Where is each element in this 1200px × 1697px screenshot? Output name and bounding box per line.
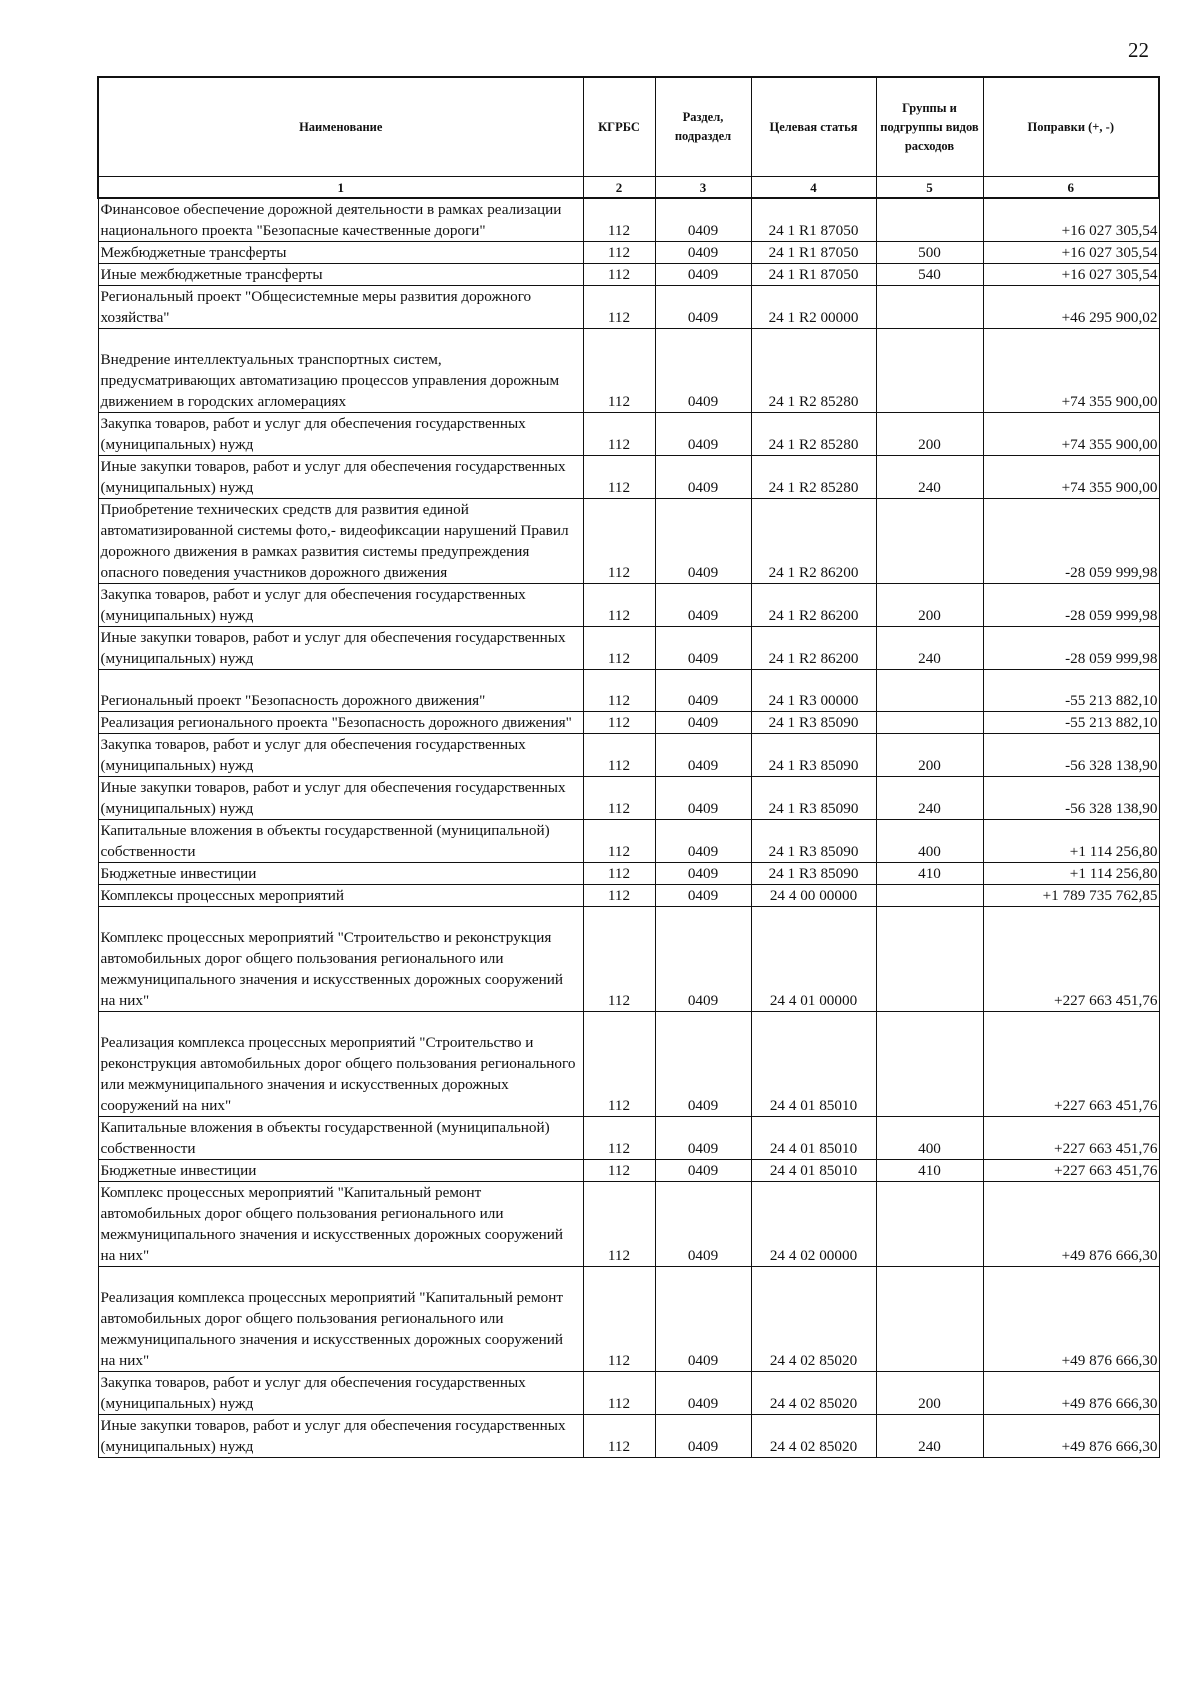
row-vid-rashodov <box>876 670 983 712</box>
table-row <box>98 820 1159 863</box>
row-celevaya-statya: 24 1 R1 87050 <box>751 242 876 264</box>
table-row <box>98 885 1159 907</box>
column-number: 2 <box>583 177 655 199</box>
row-amount: -55 213 882,10 <box>983 670 1159 712</box>
row-celevaya-statya: 24 4 01 00000 <box>751 907 876 1012</box>
row-vid-rashodov <box>876 198 983 242</box>
row-kgrbs: 112 <box>583 670 655 712</box>
row-name: Иные закупки товаров, работ и услуг для обеспечения государственных (муниципальных) нужд <box>98 456 583 499</box>
row-amount: +1 114 256,80 <box>983 863 1159 885</box>
row-amount: +74 355 900,00 <box>983 329 1159 413</box>
row-celevaya-statya: 24 4 02 85020 <box>751 1267 876 1372</box>
row-name: Иные закупки товаров, работ и услуг для обеспечения государственных (муниципальных) нужд <box>98 627 583 670</box>
table-row <box>98 1160 1159 1182</box>
row-celevaya-statya: 24 1 R2 85280 <box>751 329 876 413</box>
row-razdel: 0409 <box>655 198 751 242</box>
row-razdel: 0409 <box>655 329 751 413</box>
row-amount: -55 213 882,10 <box>983 712 1159 734</box>
row-kgrbs: 112 <box>583 1415 655 1458</box>
table-row <box>98 863 1159 885</box>
row-razdel: 0409 <box>655 1372 751 1415</box>
row-celevaya-statya: 24 1 R3 85090 <box>751 820 876 863</box>
table-row <box>98 1267 1159 1372</box>
row-vid-rashodov <box>876 907 983 1012</box>
row-razdel: 0409 <box>655 1012 751 1117</box>
row-name: Закупка товаров, работ и услуг для обеспечения государственных (муниципальных) нужд <box>98 413 583 456</box>
row-amount: -28 059 999,98 <box>983 584 1159 627</box>
row-vid-rashodov <box>876 1182 983 1267</box>
header-name: Наименование <box>98 77 583 177</box>
row-name: Бюджетные инвестиции <box>98 1160 583 1182</box>
row-kgrbs: 112 <box>583 329 655 413</box>
row-vid-rashodov: 410 <box>876 863 983 885</box>
row-kgrbs: 112 <box>583 499 655 584</box>
row-name: Иные закупки товаров, работ и услуг для обеспечения государственных (муниципальных) нужд <box>98 777 583 820</box>
column-number-row <box>98 177 1159 199</box>
row-amount: +227 663 451,76 <box>983 1117 1159 1160</box>
row-razdel: 0409 <box>655 242 751 264</box>
row-razdel: 0409 <box>655 1267 751 1372</box>
row-razdel: 0409 <box>655 1160 751 1182</box>
row-razdel: 0409 <box>655 286 751 329</box>
row-kgrbs: 112 <box>583 584 655 627</box>
header-row <box>98 77 1159 177</box>
budget-amendments-table <box>97 76 1160 1458</box>
table-row <box>98 456 1159 499</box>
row-name: Комплекс процессных мероприятий "Строительство и реконструкция автомобильных дорог общего пользования регионального или межмуниципального значения и искусственных дорожных сооружений на них" <box>98 907 583 1012</box>
row-kgrbs: 112 <box>583 820 655 863</box>
row-razdel: 0409 <box>655 1117 751 1160</box>
row-razdel: 0409 <box>655 885 751 907</box>
row-celevaya-statya: 24 1 R2 00000 <box>751 286 876 329</box>
row-name: Реализация комплекса процессных мероприятий "Капитальный ремонт автомобильных дорог общего пользования регионального или межмуниципального значения и искусственных дорожных сооружений на них" <box>98 1267 583 1372</box>
row-amount: +49 876 666,30 <box>983 1415 1159 1458</box>
row-celevaya-statya: 24 1 R3 00000 <box>751 670 876 712</box>
row-name: Иные межбюджетные трансферты <box>98 264 583 286</box>
row-razdel: 0409 <box>655 863 751 885</box>
row-celevaya-statya: 24 4 02 85020 <box>751 1372 876 1415</box>
row-vid-rashodov: 500 <box>876 242 983 264</box>
row-name: Закупка товаров, работ и услуг для обеспечения государственных (муниципальных) нужд <box>98 1372 583 1415</box>
row-name: Иные закупки товаров, работ и услуг для обеспечения государственных (муниципальных) нужд <box>98 1415 583 1458</box>
row-vid-rashodov <box>876 329 983 413</box>
row-vid-rashodov: 200 <box>876 413 983 456</box>
row-celevaya-statya: 24 4 02 00000 <box>751 1182 876 1267</box>
row-kgrbs: 112 <box>583 907 655 1012</box>
row-kgrbs: 112 <box>583 198 655 242</box>
table-row <box>98 1182 1159 1267</box>
row-amount: +74 355 900,00 <box>983 413 1159 456</box>
row-name: Капитальные вложения в объекты государственной (муниципальной) собственности <box>98 1117 583 1160</box>
row-celevaya-statya: 24 1 R3 85090 <box>751 777 876 820</box>
row-kgrbs: 112 <box>583 264 655 286</box>
table-row <box>98 413 1159 456</box>
table-row <box>98 627 1159 670</box>
row-celevaya-statya: 24 1 R3 85090 <box>751 734 876 777</box>
row-celevaya-statya: 24 1 R2 85280 <box>751 413 876 456</box>
row-celevaya-statya: 24 1 R2 86200 <box>751 584 876 627</box>
row-kgrbs: 112 <box>583 1267 655 1372</box>
row-name: Финансовое обеспечение дорожной деятельности в рамках реализации национального проекта "Безопасные качественные дороги" <box>98 198 583 242</box>
row-kgrbs: 112 <box>583 1372 655 1415</box>
row-celevaya-statya: 24 1 R2 86200 <box>751 499 876 584</box>
row-amount: +49 876 666,30 <box>983 1372 1159 1415</box>
row-name: Комплекс процессных мероприятий "Капитальный ремонт автомобильных дорог общего пользования регионального или межмуниципального значения и искусственных дорожных сооружений на них" <box>98 1182 583 1267</box>
header-celevaya-statya: Целевая статья <box>751 77 876 177</box>
row-vid-rashodov: 200 <box>876 1372 983 1415</box>
row-name: Реализация комплекса процессных мероприятий "Строительство и реконструкция автомобильных дорог общего пользования регионального или межмуниципального значения и искусственных дорожных сооружений на них" <box>98 1012 583 1117</box>
row-amount: +46 295 900,02 <box>983 286 1159 329</box>
row-amount: +74 355 900,00 <box>983 456 1159 499</box>
row-name: Внедрение интеллектуальных транспортных систем, предусматривающих автоматизацию процессов управления дорожным движением в городских агломерациях <box>98 329 583 413</box>
row-razdel: 0409 <box>655 499 751 584</box>
table-row <box>98 242 1159 264</box>
row-vid-rashodov <box>876 1267 983 1372</box>
column-number: 1 <box>98 177 583 199</box>
column-number: 6 <box>983 177 1159 199</box>
table-row <box>98 1372 1159 1415</box>
row-razdel: 0409 <box>655 264 751 286</box>
column-number: 4 <box>751 177 876 199</box>
row-name: Региональный проект "Общесистемные меры развития дорожного хозяйства" <box>98 286 583 329</box>
table-row <box>98 198 1159 242</box>
row-amount: +1 789 735 762,85 <box>983 885 1159 907</box>
header-razdel: Раздел, подраздел <box>655 77 751 177</box>
row-celevaya-statya: 24 4 01 85010 <box>751 1012 876 1117</box>
row-kgrbs: 112 <box>583 1160 655 1182</box>
row-amount: +49 876 666,30 <box>983 1182 1159 1267</box>
table-row <box>98 1117 1159 1160</box>
row-vid-rashodov: 240 <box>876 1415 983 1458</box>
row-razdel: 0409 <box>655 627 751 670</box>
row-razdel: 0409 <box>655 670 751 712</box>
row-kgrbs: 112 <box>583 734 655 777</box>
row-razdel: 0409 <box>655 1182 751 1267</box>
row-celevaya-statya: 24 4 01 85010 <box>751 1160 876 1182</box>
row-celevaya-statya: 24 1 R2 86200 <box>751 627 876 670</box>
table-row <box>98 286 1159 329</box>
row-kgrbs: 112 <box>583 413 655 456</box>
row-amount: +227 663 451,76 <box>983 907 1159 1012</box>
row-amount: -56 328 138,90 <box>983 777 1159 820</box>
table-row <box>98 670 1159 712</box>
row-vid-rashodov <box>876 286 983 329</box>
row-razdel: 0409 <box>655 456 751 499</box>
row-amount: +227 663 451,76 <box>983 1012 1159 1117</box>
table-row <box>98 907 1159 1012</box>
row-celevaya-statya: 24 4 01 85010 <box>751 1117 876 1160</box>
row-celevaya-statya: 24 1 R1 87050 <box>751 198 876 242</box>
table-row <box>98 734 1159 777</box>
row-name: Региональный проект "Безопасность дорожного движения" <box>98 670 583 712</box>
row-razdel: 0409 <box>655 1415 751 1458</box>
row-amount: -28 059 999,98 <box>983 627 1159 670</box>
row-vid-rashodov: 400 <box>876 820 983 863</box>
row-celevaya-statya: 24 1 R3 85090 <box>751 712 876 734</box>
row-kgrbs: 112 <box>583 863 655 885</box>
header-vid-rashodov: Группы и подгруппы видов расходов <box>876 77 983 177</box>
row-vid-rashodov: 540 <box>876 264 983 286</box>
row-celevaya-statya: 24 4 02 85020 <box>751 1415 876 1458</box>
table-body <box>98 198 1159 1458</box>
row-kgrbs: 112 <box>583 627 655 670</box>
row-name: Приобретение технических средств для развития единой автоматизированной системы фото,- видеофиксации нарушений Правил дорожного движения в рамках развития системы предупреждения опасного поведения участников дорожного движения <box>98 499 583 584</box>
row-kgrbs: 112 <box>583 712 655 734</box>
row-kgrbs: 112 <box>583 456 655 499</box>
row-amount: -28 059 999,98 <box>983 499 1159 584</box>
column-number: 5 <box>876 177 983 199</box>
row-kgrbs: 112 <box>583 242 655 264</box>
table-row <box>98 1415 1159 1458</box>
row-razdel: 0409 <box>655 734 751 777</box>
row-razdel: 0409 <box>655 712 751 734</box>
row-vid-rashodov: 240 <box>876 777 983 820</box>
column-number: 3 <box>655 177 751 199</box>
row-name: Реализация регионального проекта "Безопасность дорожного движения" <box>98 712 583 734</box>
row-name: Закупка товаров, работ и услуг для обеспечения государственных (муниципальных) нужд <box>98 584 583 627</box>
row-vid-rashodov <box>876 885 983 907</box>
row-razdel: 0409 <box>655 907 751 1012</box>
row-vid-rashodov: 240 <box>876 456 983 499</box>
row-celevaya-statya: 24 4 00 00000 <box>751 885 876 907</box>
row-vid-rashodov: 200 <box>876 734 983 777</box>
row-name: Капитальные вложения в объекты государственной (муниципальной) собственности <box>98 820 583 863</box>
row-kgrbs: 112 <box>583 1012 655 1117</box>
row-vid-rashodov: 240 <box>876 627 983 670</box>
table-row <box>98 777 1159 820</box>
table-row <box>98 584 1159 627</box>
row-name: Бюджетные инвестиции <box>98 863 583 885</box>
row-amount: +16 027 305,54 <box>983 198 1159 242</box>
page-number: 22 <box>1128 38 1149 62</box>
row-celevaya-statya: 24 1 R2 85280 <box>751 456 876 499</box>
row-razdel: 0409 <box>655 413 751 456</box>
row-celevaya-statya: 24 1 R1 87050 <box>751 264 876 286</box>
table-row <box>98 329 1159 413</box>
row-amount: +16 027 305,54 <box>983 242 1159 264</box>
row-amount: +16 027 305,54 <box>983 264 1159 286</box>
table-row <box>98 1012 1159 1117</box>
row-razdel: 0409 <box>655 584 751 627</box>
header-popravki: Поправки (+, -) <box>983 77 1159 177</box>
row-name: Закупка товаров, работ и услуг для обеспечения государственных (муниципальных) нужд <box>98 734 583 777</box>
row-vid-rashodov: 410 <box>876 1160 983 1182</box>
row-kgrbs: 112 <box>583 777 655 820</box>
row-vid-rashodov: 200 <box>876 584 983 627</box>
row-name: Комплексы процессных мероприятий <box>98 885 583 907</box>
row-kgrbs: 112 <box>583 286 655 329</box>
row-kgrbs: 112 <box>583 1182 655 1267</box>
row-amount: +1 114 256,80 <box>983 820 1159 863</box>
row-amount: +49 876 666,30 <box>983 1267 1159 1372</box>
row-celevaya-statya: 24 1 R3 85090 <box>751 863 876 885</box>
row-razdel: 0409 <box>655 777 751 820</box>
table-row <box>98 264 1159 286</box>
row-vid-rashodov <box>876 499 983 584</box>
table-row <box>98 712 1159 734</box>
row-vid-rashodov <box>876 712 983 734</box>
row-vid-rashodov: 400 <box>876 1117 983 1160</box>
table-row <box>98 499 1159 584</box>
row-kgrbs: 112 <box>583 885 655 907</box>
row-vid-rashodov <box>876 1012 983 1117</box>
header-kgrbs: КГРБС <box>583 77 655 177</box>
row-razdel: 0409 <box>655 820 751 863</box>
row-amount: -56 328 138,90 <box>983 734 1159 777</box>
row-kgrbs: 112 <box>583 1117 655 1160</box>
row-amount: +227 663 451,76 <box>983 1160 1159 1182</box>
row-name: Межбюджетные трансферты <box>98 242 583 264</box>
